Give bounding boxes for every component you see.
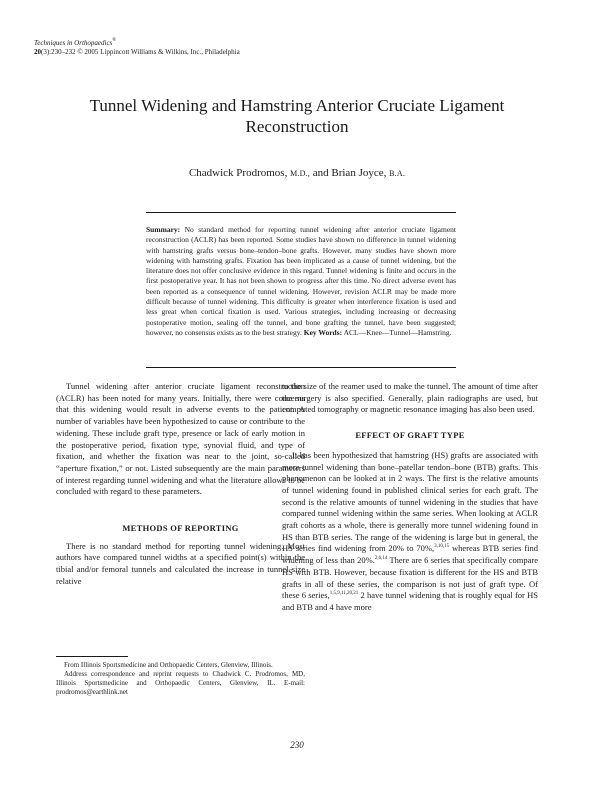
abstract-box [146, 212, 456, 368]
graft-type-paragraph: It has been hypothesized that hamstring (HS) grafts are associated with more tunnel widening than bone–patellar tendon–bone (BTB) grafts. This phenomenon can be looked at in 2 ways. The first is the relative amounts of tunnel widening found in published clinical series for each graft. The second is the relative amounts of tunnel widening in the studies that have compared tunnel widening within the same series. When looking at ACLR graft cohorts as a whole, there is generally more tunnel widening found in HS than BTB series. The range of the widening is large but in general, the HS series find widening from 20% to 70%,$^{3,10,15}$ whereas BTB series find widening of less than 20%.$^{2,6,14}$ There are 6 series that specifically compare HS with BTB. However, because fixation is different for the HS and BTB grafts in all of these series, the comparison is not just of graft type. Of these 6 series,$^{1,5,9,11,20,21}$ 2 have tunnel widening that is roughly equal for HS and BTB and 4 have more [282, 449, 539, 612]
journal-header [34, 39, 240, 57]
footnote-divider [56, 656, 128, 657]
right-column [282, 381, 538, 614]
intro-paragraph: Tunnel widening after anterior cruciate ligament reconstruction (ACLR) has been noted for many years. Initially, there were concerns that this widening would result in adverse events to the patient. A number of variables have been hypothesized to cause or contribute to the widening. These include graft type, presence or lack of early motion in the postoperative period, fixation type, synovial fluid, and type of fixation, and whether the fixation was near to the joint, so-called “aperture fixation,” or not. Listed subsequently are the main parameters of interest regarding tunnel widening and what the literature allows to be concluded with regard to these parameters. [56, 381, 305, 497]
correspondence-note: Address correspondence and reprint requests to Chadwick C. Prodromos, MD, Illinois Sportsmedicine and Orthopaedic Centers, Glenview, IL. E-mail: prodromos@earthlink.net [56, 670, 305, 696]
keywords: ACL—Knee—Tunnel—Hamstring. [343, 327, 452, 337]
footnotes [56, 661, 305, 697]
author-name: Chadwick Prodromos, [188, 167, 288, 179]
journal-name: Techniques in Orthopaedics® [34, 38, 117, 47]
abstract-text: Summary: No standard method for reporting tunnel widening after anterior cruciate ligament reconstruction (ACLR) has been reported. Some studies have shown no difference in tunnel widening with hamstring grafts versus bone–tendon–bone grafts. However, many studies have shown more widening with hamstring grafts. Fixation has been implicated as a cause of tunnel widening, but the literature does not offer conclusive evidence in this regard. Tunnel widening is finite and occurs in the first postoperative year. It has not been shown to progress after this time. No direct adverse event has been reported as a consequence of tunnel widening. However, revision ACLR may be made more difficult because of tunnel widening. This difficulty is greater when interference fixation is used and less great when cortical fixation is used. Various strategies, including increasing or decreasing postoperative motion, sealing off the tunnel, and bone grafting the tunnel, have been suggested; however, no consensus exists as to the best strategy. Key Words: ACL—Knee—Tunnel—Hamstring. [146, 225, 457, 337]
author-conjunction: and [312, 167, 329, 179]
author-degree: M.D., [290, 169, 310, 178]
section-heading-graft-type: EFFECT OF GRAFT TYPE [355, 430, 465, 441]
page-number: 230 [290, 740, 304, 750]
citation-ref[interactable]: 1,5,9,11,20,21 [329, 591, 359, 597]
author-degree: B.A. [389, 169, 406, 178]
citation-line: (3):230–232 © 2005 Lippincott Williams & Wilkins, Inc., Philadelphia [41, 48, 240, 56]
methods-paragraph: There is no standard method for reporting tunnel widening. Most authors have compared tunnel widths at a specified point(s) within the tibial and/or femoral tunnels and calculated the increase in tunnel size relative [56, 540, 305, 586]
keywords-label: Key Words: [303, 327, 343, 337]
abstract-label: Summary: [146, 225, 181, 234]
left-column [56, 381, 305, 588]
continuation-paragraph: to the size of the reamer used to make the tunnel. The amount of time after the surgery is also specified. Generally, plain radiographs are used, but computed tomography or magnetic resonance imaging has also been used. [282, 381, 538, 415]
citation-ref[interactable]: 2,6,14 [374, 556, 388, 562]
section-heading-methods: METHODS OF REPORTING [122, 523, 239, 534]
volume-number: 20 [34, 48, 41, 56]
article-title: Tunnel Widening and Hamstring Anterior Cruciate Ligament Reconstruction [89, 96, 505, 136]
author-line [60, 167, 534, 179]
author-name: Brian Joyce, [331, 167, 387, 179]
affiliation-note: From Illinois Sportsmedicine and Orthopaedic Centers, Glenview, Illinois. [64, 661, 273, 669]
citation-ref[interactable]: 3,10,15 [434, 544, 450, 550]
